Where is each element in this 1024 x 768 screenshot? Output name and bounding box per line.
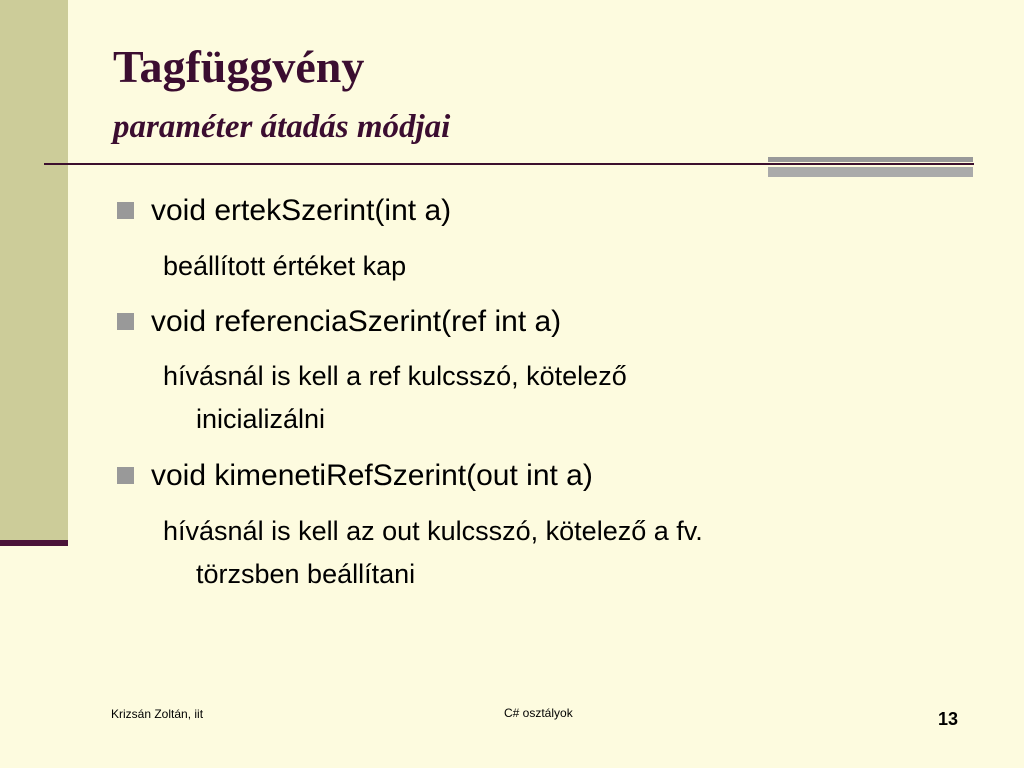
bullet-square-icon (117, 202, 134, 219)
bullet-square-icon (117, 313, 134, 330)
sub-item-continuation: inicializálni (196, 404, 326, 434)
sub-item-continuation: törzsben beállítani (196, 559, 416, 589)
sub-item: beállított értéket kap (163, 251, 407, 281)
slide-title: Tagfüggvény (113, 41, 365, 92)
bullet-item: void kimenetiRefSzerint(out int a) (151, 459, 593, 492)
footer-author: Krizsán Zoltán, iit (111, 707, 204, 721)
sub-item: hívásnál is kell a ref kulcsszó, kötelező (163, 361, 627, 391)
bullet-item: void referenciaSzerint(ref int a) (151, 305, 562, 338)
bullet-item: void ertekSzerint(int a) (151, 194, 452, 227)
sidebar-accent-bar (0, 540, 68, 546)
slide-subtitle: paraméter átadás módjai (113, 109, 451, 145)
footer-topic: C# osztályok (504, 706, 573, 720)
sidebar-decoration (0, 0, 68, 540)
page-number: 13 (938, 709, 959, 729)
bullet-square-icon (117, 467, 134, 484)
decorative-stripes (768, 157, 973, 179)
sub-item: hívásnál is kell az out kulcsszó, kötelező a fv. (163, 516, 703, 546)
